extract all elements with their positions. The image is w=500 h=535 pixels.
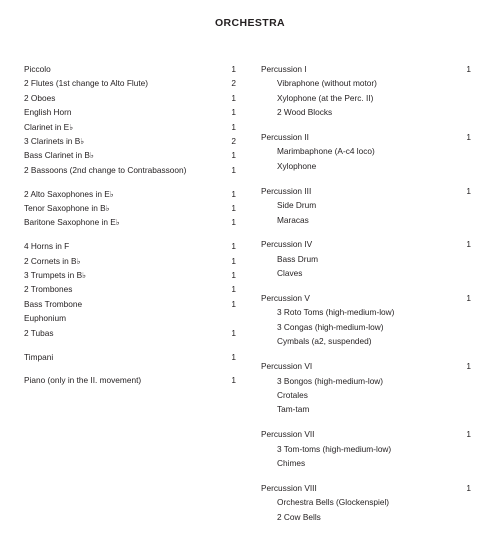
player-count: 1 [231, 298, 236, 309]
instrument-name: 2 Oboes [24, 92, 56, 103]
instrument-name: Percussion VI [261, 361, 313, 372]
instrument-name: Marimbaphone (A-c4 loco) [277, 146, 375, 157]
list-item [261, 402, 471, 416]
instrument-name: Vibraphone (without motor) [277, 78, 377, 89]
instrument-name: Piano (only in the II. movement) [24, 375, 142, 386]
percussion-heading [261, 237, 471, 251]
player-count: 1 [466, 64, 471, 74]
percussion-heading [261, 427, 471, 441]
instrument-name: 2 Cow Bells [277, 511, 321, 522]
list-item [24, 350, 236, 364]
player-count: 1 [466, 239, 471, 250]
list-item [261, 266, 471, 280]
instrument-name: Xylophone [277, 160, 317, 171]
instrument-name: Baritone Saxophone in E♭ [24, 217, 120, 228]
instrument-name: Maracas [277, 214, 309, 225]
instrument-name: English Horn [24, 107, 72, 118]
instrument-name: 2 Trombones [24, 284, 73, 295]
instrument-name: 3 Trumpets in B♭ [24, 270, 87, 281]
instrument-name: 2 Bassoons (2nd change to Contrabassoon) [24, 164, 187, 175]
player-count: 1 [231, 255, 236, 266]
player-count: 1 [231, 121, 236, 132]
list-item [261, 374, 471, 388]
instrument-name: Orchestra Bells (Glockenspiel) [277, 497, 390, 508]
list-item [261, 334, 471, 348]
list-item [24, 91, 236, 105]
player-count: 1 [231, 92, 236, 103]
instrument-name: Chimes [277, 457, 306, 468]
instrument-name: Timpani [24, 351, 54, 362]
list-item [24, 76, 236, 90]
instrument-group [24, 187, 236, 230]
list-item [261, 159, 471, 173]
percussion-heading [261, 130, 471, 144]
list-item [24, 311, 236, 325]
percussion-group [261, 237, 471, 280]
list-item [24, 148, 236, 162]
instrument-name: Percussion IV [261, 239, 313, 250]
player-count: 1 [231, 150, 236, 161]
list-item [261, 144, 471, 158]
instrument-name: 4 Horns in F [24, 241, 70, 252]
instrument-group [24, 350, 236, 364]
player-count: 1 [231, 188, 236, 199]
instrument-name: Percussion V [261, 293, 310, 304]
instrument-name: Percussion I [261, 64, 307, 74]
player-count: 1 [231, 64, 236, 74]
percussion-group [261, 291, 471, 349]
list-item [24, 215, 236, 229]
list-item [261, 320, 471, 334]
list-item [24, 373, 236, 387]
instrument-name: Percussion VIII [261, 482, 317, 493]
player-count: 1 [231, 270, 236, 281]
player-count: 1 [231, 284, 236, 295]
instrument-name: 3 Tom-toms (high-medium-low) [277, 443, 392, 454]
list-item [24, 62, 236, 76]
list-item [261, 388, 471, 402]
instrument-name: Clarinet in E♭ [24, 121, 74, 132]
instrument-name: Tenor Saxophone in B♭ [24, 203, 110, 214]
percussion-list [261, 62, 471, 535]
list-item [24, 268, 236, 282]
player-count: 1 [466, 293, 471, 304]
percussion-group [261, 62, 471, 120]
player-count: 1 [231, 217, 236, 228]
percussion-group [261, 359, 471, 417]
instrument-name: 3 Congas (high-medium-low) [277, 321, 384, 332]
instrument-name: Bass Drum [277, 253, 319, 264]
instrument-name: 3 Roto Toms (high-medium-low) [277, 307, 395, 318]
page-title: ORCHESTRA [214, 17, 286, 29]
list-item [261, 442, 471, 456]
instrument-name: Crotales [277, 389, 308, 400]
list-item [261, 198, 471, 212]
instrument-name: Euphonium [24, 313, 66, 324]
instrument-name: Xylophone (at the Perc. II) [277, 92, 374, 103]
player-count: 1 [466, 429, 471, 440]
player-count: 2 [231, 78, 236, 89]
instrument-name: Cymbals (a2, suspended) [277, 336, 372, 347]
list-item [24, 297, 236, 311]
player-count: 1 [231, 164, 236, 175]
instrument-group [24, 62, 236, 177]
list-item [261, 76, 471, 90]
list-item [24, 163, 236, 177]
percussion-heading [261, 291, 471, 305]
instrument-name: Claves [277, 268, 303, 279]
instrument-name: 2 Flutes (1st change to Alto Flute) [24, 78, 149, 89]
list-item [24, 120, 236, 134]
player-count: 1 [231, 241, 236, 252]
player-count: 1 [466, 482, 471, 493]
instrument-group [24, 373, 236, 387]
instrument-name: Tam-tam [277, 404, 310, 415]
instrument-group [24, 239, 236, 340]
list-item [24, 326, 236, 340]
list-item [261, 456, 471, 470]
instrument-name: Bass Clarinet in B♭ [24, 150, 94, 161]
instrument-name: 3 Bongos (high-medium-low) [277, 375, 384, 386]
instrument-name: Piccolo [24, 64, 51, 74]
list-item [261, 305, 471, 319]
list-item [261, 495, 471, 509]
percussion-heading [261, 481, 471, 495]
player-count: 1 [466, 132, 471, 143]
instrument-name: Bass Trombone [24, 298, 83, 309]
player-count: 1 [231, 351, 236, 362]
player-count: 1 [231, 203, 236, 214]
list-item [24, 254, 236, 268]
list-item [24, 187, 236, 201]
percussion-group [261, 184, 471, 227]
list-item [24, 282, 236, 296]
player-count: 2 [231, 135, 236, 146]
percussion-heading [261, 62, 471, 76]
instrument-name: 2 Wood Blocks [277, 107, 333, 118]
list-item [261, 252, 471, 266]
list-item [261, 510, 471, 524]
instrument-name: 3 Clarinets in B♭ [24, 135, 85, 146]
player-count: 1 [231, 107, 236, 118]
instrument-list [24, 62, 236, 397]
percussion-heading [261, 359, 471, 373]
list-item [24, 201, 236, 215]
player-count: 1 [231, 375, 236, 386]
list-item [261, 105, 471, 119]
percussion-heading [261, 184, 471, 198]
list-item [261, 213, 471, 227]
list-item [261, 91, 471, 105]
percussion-group [261, 481, 471, 524]
list-item [24, 134, 236, 148]
instrument-name: Percussion II [261, 132, 309, 143]
list-item [24, 239, 236, 253]
instrument-name: 2 Cornets in B♭ [24, 255, 81, 266]
percussion-group [261, 130, 471, 173]
instrument-name: 2 Tubas [24, 327, 54, 338]
instrument-name: Percussion VII [261, 429, 315, 440]
player-count: 1 [466, 185, 471, 196]
instrument-name: Percussion III [261, 185, 312, 196]
player-count: 1 [466, 361, 471, 372]
list-item [24, 105, 236, 119]
percussion-group [261, 427, 471, 470]
instrument-name: 2 Alto Saxophones in E♭ [24, 188, 114, 199]
player-count: 1 [231, 327, 236, 338]
instrument-name: Side Drum [277, 200, 317, 211]
